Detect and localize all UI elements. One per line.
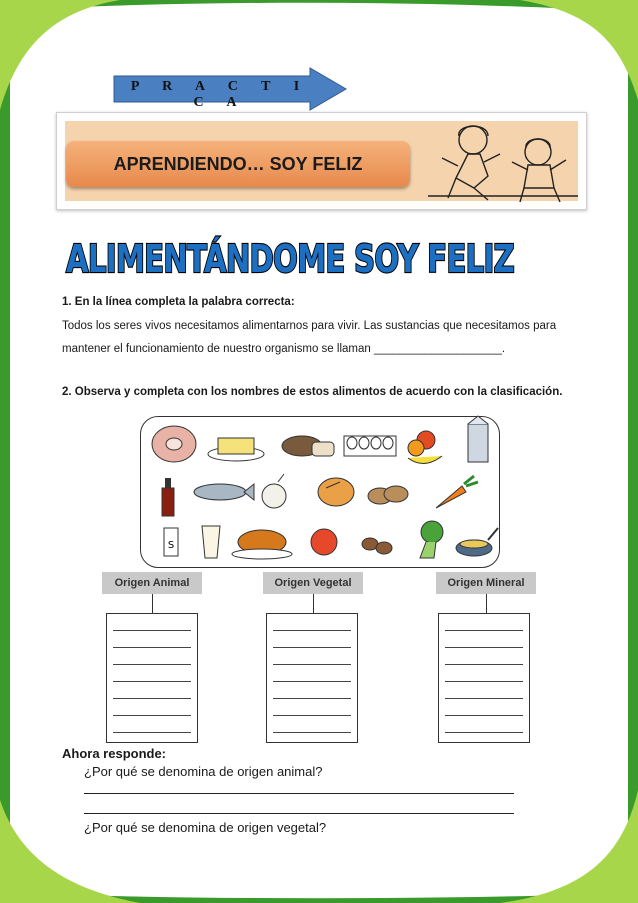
soup-pot-icon [456, 528, 498, 556]
connector-line-mineral [486, 594, 487, 614]
svg-text:S: S [167, 540, 175, 551]
carrot-icon [436, 476, 478, 508]
answer-list-animal[interactable] [106, 613, 198, 743]
answer-list-vegetal[interactable] [266, 613, 358, 743]
category-mineral: Origen Mineral [436, 572, 536, 594]
nuts-icon [362, 538, 392, 554]
question-1-heading: 1. En la línea completa la palabra correcta: [62, 296, 295, 308]
broccoli-icon [420, 521, 443, 558]
answer-list-mineral[interactable] [438, 613, 530, 743]
category-vegetal: Origen Vegetal [263, 572, 363, 594]
roast-chicken-icon [232, 530, 292, 559]
answer-line-2[interactable] [84, 813, 514, 814]
category-animal: Origen Animal [102, 572, 202, 594]
connector-line-vegetal [313, 594, 314, 614]
eggs-icon [344, 436, 396, 456]
banner-title-pill [66, 141, 410, 187]
banner-title: APRENDIENDO… SOY FELIZ [113, 154, 363, 174]
main-title-text: ALIMENTÁNDOME SOY FELIZ [66, 237, 514, 281]
practice-label: P R A C T I C A [130, 79, 310, 110]
garlic-icon [262, 474, 286, 508]
question-animal-origin: ¿Por qué se denomina de origen animal? [84, 764, 323, 779]
question-vegetal-origin: ¿Por qué se denomina de origen vegetal? [84, 820, 327, 835]
salt-shaker-icon [164, 528, 178, 556]
question-1-text: Todos los seres vivos necesitamos alimentarnos para vivir. Las sustancias que necesitamos para [62, 320, 557, 332]
bread-icon [282, 436, 334, 456]
ham-icon [152, 426, 196, 462]
fruit-bowl-icon [408, 431, 442, 464]
children-drawing-icon [428, 118, 578, 204]
cheese-icon [318, 478, 354, 506]
respond-heading: Ahora responde: [62, 746, 167, 761]
milk-glass-icon [202, 526, 220, 558]
question-2-heading: 2. Observa y completa con los nombres de estos alimentos de acuerdo con la clasificación. [62, 386, 563, 398]
question-1-blank-line[interactable]: mantener el funcionamiento de nuestro organismo se llaman ____________________. [62, 343, 506, 355]
fish-icon [194, 484, 254, 500]
food-illustrations [140, 416, 500, 568]
sauce-bottle-icon [162, 478, 174, 516]
main-title [60, 228, 520, 284]
tomato-icon [311, 529, 337, 555]
answer-line-1[interactable] [84, 793, 514, 794]
butter-icon [208, 438, 264, 461]
milk-carton-icon [468, 416, 488, 462]
potatoes-icon [368, 486, 408, 504]
connector-line-animal [152, 594, 153, 614]
